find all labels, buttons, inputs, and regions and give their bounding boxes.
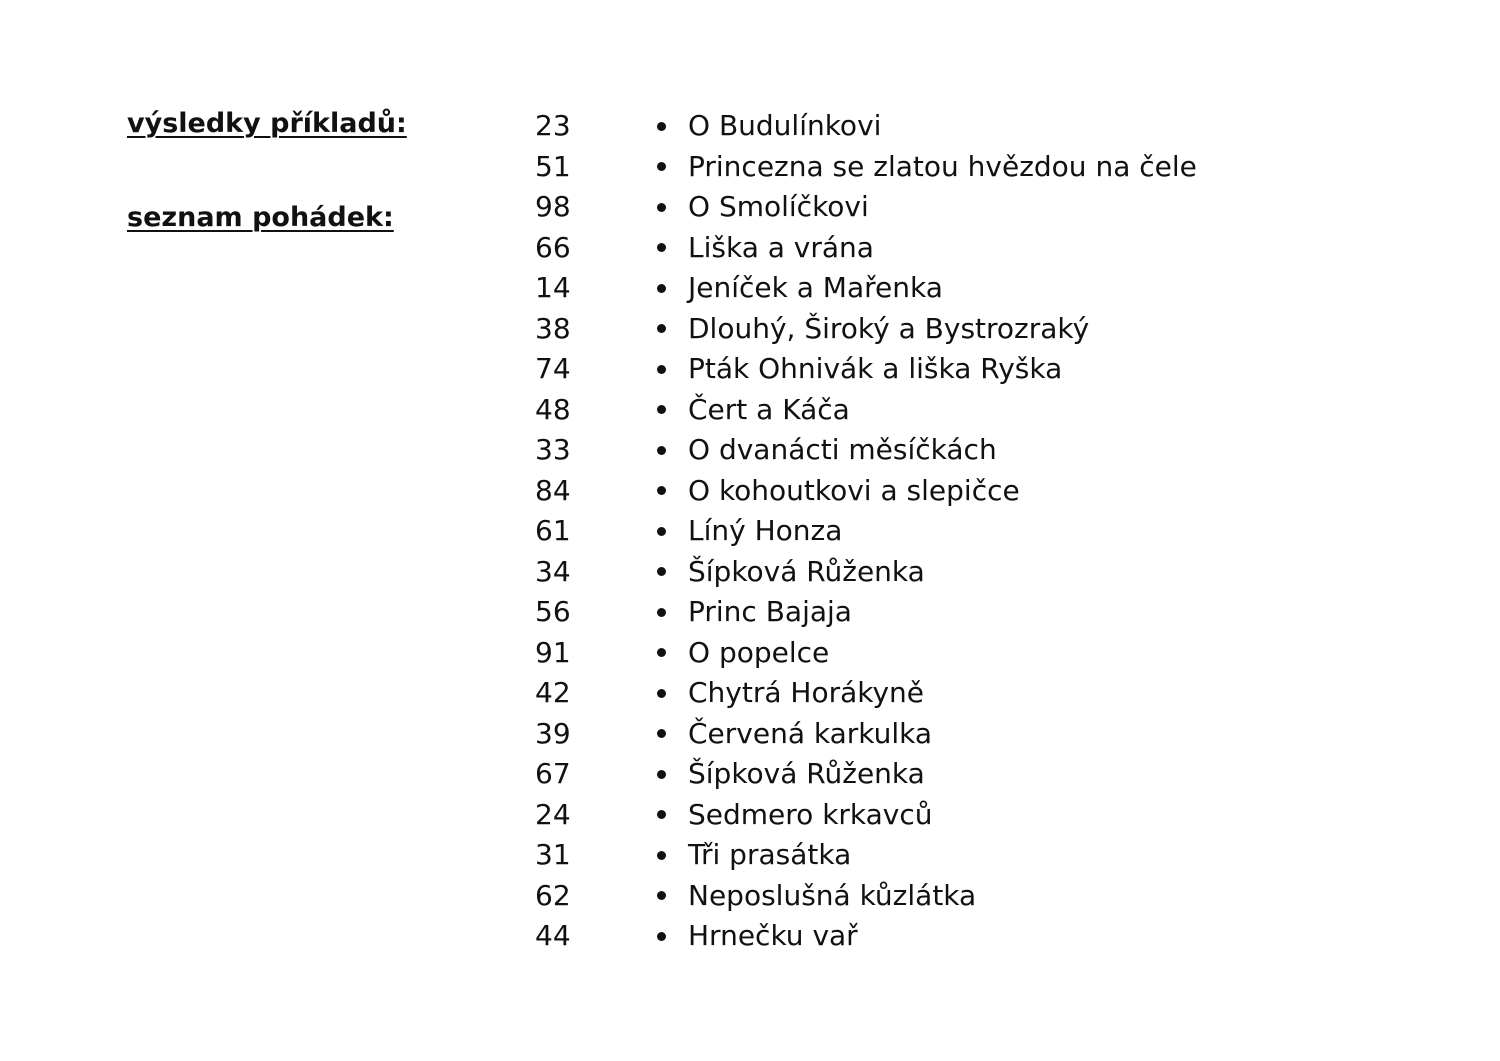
result-number: 14 <box>535 271 571 304</box>
tale-title: Princ Bajaja <box>688 595 852 628</box>
tale-title: Neposlušná kůzlátka <box>688 878 977 912</box>
tale-title: Líný Honza <box>688 514 843 547</box>
tale-title: Chytrá Horákyně <box>688 676 925 709</box>
tale-title: Liška a vrána <box>688 230 874 264</box>
tale-title: O Smolíčkovi <box>688 190 869 223</box>
tale-title: Hrnečku vař <box>688 919 858 952</box>
bullet-icon <box>657 932 666 941</box>
result-number: 51 <box>535 149 571 183</box>
tale-title: O popelce <box>688 635 830 669</box>
tale-list-item <box>656 268 1197 309</box>
tale-list-item <box>656 673 1197 714</box>
bullet-icon <box>657 446 666 455</box>
result-number: 23 <box>535 109 571 142</box>
tale-list-heading: seznam pohádek: <box>127 202 394 233</box>
results-list <box>535 106 571 957</box>
tale-title: O dvanácti měsíčkách <box>688 433 997 466</box>
tale-title: Princezna se zlatou hvězdou na čele <box>688 149 1197 183</box>
bullet-icon <box>657 810 666 819</box>
result-number: 34 <box>535 554 571 588</box>
result-number: 31 <box>535 838 571 871</box>
result-number: 98 <box>535 190 571 223</box>
tale-list-item <box>656 916 1197 957</box>
bullet-icon <box>657 162 666 171</box>
bullet-icon <box>657 729 666 738</box>
result-number: 48 <box>535 392 571 426</box>
bullet-icon <box>657 689 666 698</box>
tale-list-item <box>656 430 1197 471</box>
bullet-icon <box>657 851 666 860</box>
tale-list-item <box>656 876 1197 917</box>
tale-list-item <box>656 147 1197 188</box>
bullet-icon <box>657 891 666 900</box>
tale-list-item <box>656 835 1197 876</box>
tale-title: Dlouhý, Široký a Bystrozraký <box>688 311 1090 345</box>
result-number: 61 <box>535 514 571 547</box>
bullet-icon <box>657 122 666 131</box>
tale-title: Jeníček a Mařenka <box>688 271 943 304</box>
bullet-icon <box>657 486 666 495</box>
tale-title: O Budulínkovi <box>688 109 882 142</box>
bullet-icon <box>657 284 666 293</box>
tale-list-item <box>656 552 1197 593</box>
tale-list-item <box>656 106 1197 147</box>
tale-title: Sedmero krkavců <box>688 797 933 831</box>
tale-list-item <box>656 187 1197 228</box>
tale-title: Tři prasátka <box>688 838 852 871</box>
tale-list-item <box>656 754 1197 795</box>
result-number: 91 <box>535 635 571 669</box>
result-number: 24 <box>535 797 571 831</box>
bullet-icon <box>657 567 666 576</box>
result-number: 74 <box>535 352 571 385</box>
tale-title: Šípková Růženka <box>688 554 925 588</box>
tale-list-item <box>656 633 1197 674</box>
bullet-icon <box>657 770 666 779</box>
tale-title: O kohoutkovi a slepičce <box>688 473 1020 507</box>
tale-title: Čert a Káča <box>688 392 850 426</box>
tale-list-item <box>656 471 1197 512</box>
bullet-icon <box>657 324 666 333</box>
tale-title: Pták Ohnivák a liška Ryška <box>688 352 1063 385</box>
bullet-icon <box>657 365 666 374</box>
result-number: 56 <box>535 595 571 628</box>
results-heading: výsledky příkladů: <box>127 108 407 139</box>
result-number: 33 <box>535 433 571 466</box>
tale-list-item <box>656 349 1197 390</box>
tale-list <box>656 106 1197 957</box>
result-number: 39 <box>535 716 571 750</box>
result-number: 84 <box>535 473 571 507</box>
bullet-icon <box>657 203 666 212</box>
result-number: 66 <box>535 230 571 264</box>
tale-list-item <box>656 228 1197 269</box>
result-number: 42 <box>535 676 571 709</box>
tale-list-item <box>656 309 1197 350</box>
bullet-icon <box>657 527 666 536</box>
tale-list-item <box>656 390 1197 431</box>
bullet-icon <box>657 405 666 414</box>
tale-list-item <box>656 795 1197 836</box>
tale-title: Šípková Růženka <box>688 757 925 790</box>
bullet-icon <box>657 243 666 252</box>
bullet-icon <box>657 608 666 617</box>
tale-list-item <box>656 714 1197 755</box>
bullet-icon <box>657 648 666 657</box>
tale-list-item <box>656 511 1197 552</box>
result-number: 38 <box>535 311 571 345</box>
tale-title: Červená karkulka <box>688 716 933 750</box>
result-number: 44 <box>535 919 571 952</box>
result-number: 67 <box>535 757 571 790</box>
result-number: 62 <box>535 878 571 912</box>
tale-list-item <box>656 592 1197 633</box>
